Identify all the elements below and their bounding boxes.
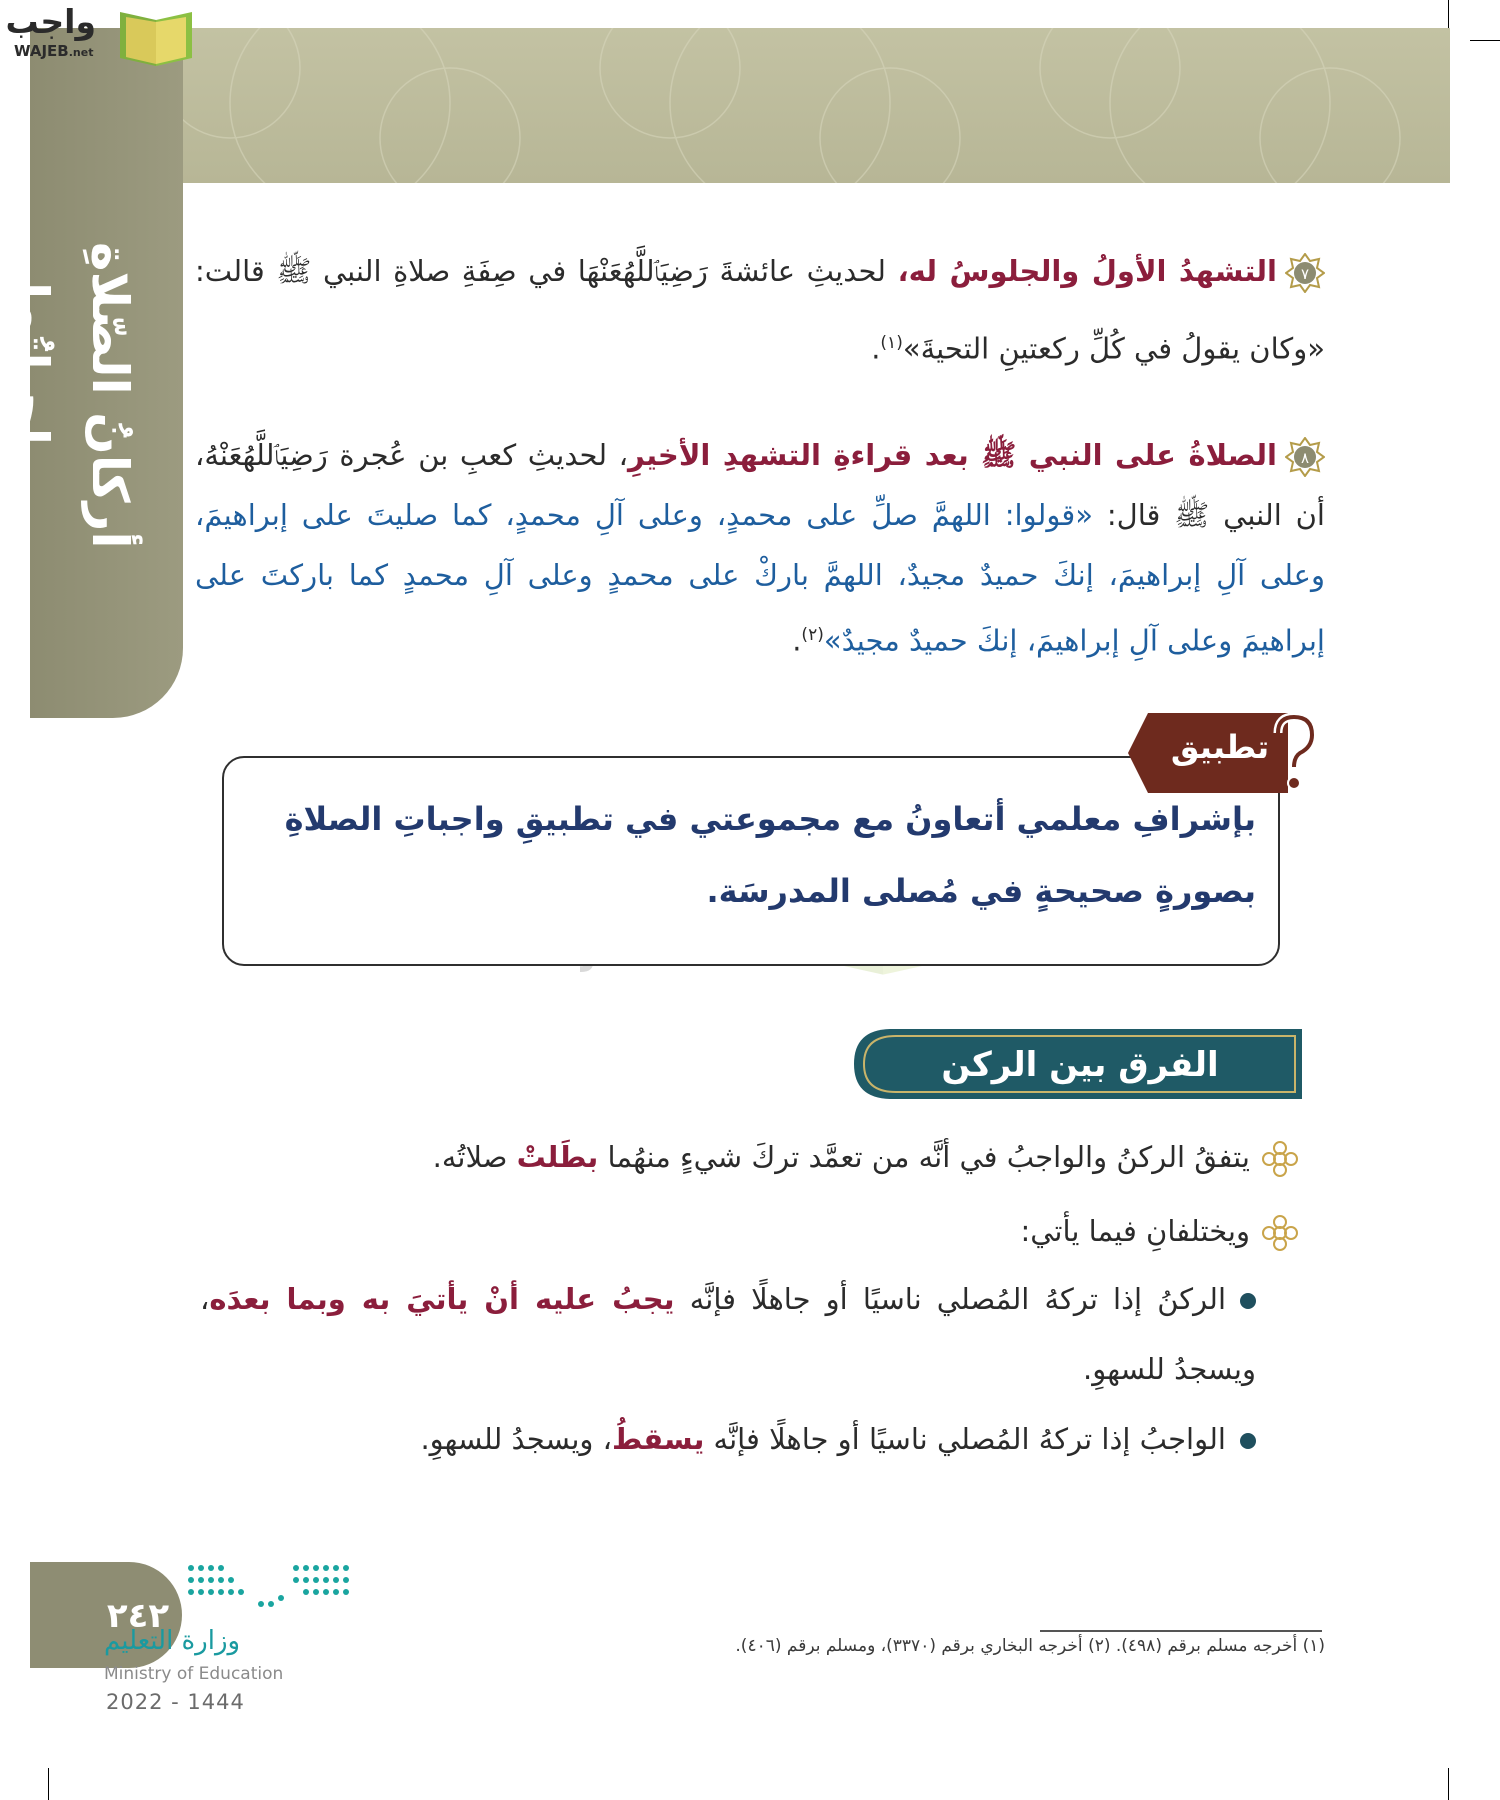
arabesque-pattern (30, 28, 1450, 183)
duty-line (420, 1404, 1256, 1474)
svg-text:٨: ٨ (1300, 449, 1310, 467)
agree-line (433, 1122, 1300, 1192)
site-logo[interactable] (5, 2, 188, 66)
pillar-text: الركنُ إذا تركهُ المُصلي ناسيًا أو جاهلًا فإنَّه (674, 1282, 1226, 1316)
ministry-dots-icon (186, 1560, 356, 1620)
svg-text:٧: ٧ (1300, 265, 1310, 283)
duty-end: ، ويسجدُ للسهوِ. (420, 1422, 613, 1456)
hadith-quote: «قولوا: اللهمَّ صلِّ على محمدٍ، وعلى آلِ محمدٍ، كما صليتَ على إبراهيمَ، وعلى آلِ إبراهيمَ، إنكَ حميدٌ مجيدٌ، اللهمَّ باركْ على محمدٍ وعلى آلِ محمدٍ كما باركتَ على إبراهيمَ وعلى آلِ إبراهيمَ، إنكَ حميدٌ مجيدٌ» (195, 498, 1325, 658)
bullet-dot-icon (1240, 1433, 1256, 1449)
duty-text: الواجبُ إذا تركهُ المُصلي ناسيًا أو جاهلًا فإنَّه (704, 1422, 1226, 1456)
application-text: بإشرافِ معلمي أتعاونُ مع مجموعتي في تطبيقِ واجباتِ الصلاةِ بصورةٍ صحيحةٍ في مُصلى المدرسَة. (284, 800, 1256, 910)
item-8-heading-rest: بعد قراءةِ التشهدِ الأخيرِ (628, 438, 982, 472)
agree-end: صلاتُه. (432, 1140, 517, 1174)
number-badge-icon (1285, 437, 1325, 477)
section-title: الفرق بين الركن والواجب (941, 1045, 1219, 1139)
ministry-arabic: وزارة التعليم (104, 1626, 241, 1656)
number-badge-icon (1285, 253, 1325, 293)
logo-english: WAJEB.net (14, 42, 94, 60)
application-box (222, 756, 1280, 966)
pillar-emphasis: يجبُ عليه أنْ يأتيَ به وبما بعدَه (209, 1282, 675, 1316)
item-7-text: لحديثِ عائشةَ رَضِيَٱللَّهُعَنْهَا في صِفَةِ صلاةِ النبي ﷺ قالت: «وكان يقولُ في كُلِّ ركعتينِ التحيةَ» (195, 254, 1325, 366)
edition-year: 2022 - 1444 (106, 1690, 245, 1714)
flower-bullet-icon (1260, 1213, 1300, 1253)
differ-text: ويختلفانِ فيما يأتي: (1020, 1214, 1250, 1248)
agree-text: يتفقُ الركنُ والواجبُ في أنَّه من تعمَّد تركَ شيءٍ منهُما (598, 1140, 1250, 1174)
pillar-end: ، ويسجدُ للسهوِ. (200, 1282, 1256, 1386)
duty-emphasis: يسقطُ (612, 1422, 705, 1456)
book-icon (116, 8, 196, 68)
crop-mark (1448, 1768, 1449, 1800)
footnote-ref-2: (٢) (801, 625, 824, 645)
item-7 (195, 235, 1325, 385)
differ-line (1020, 1196, 1300, 1266)
bullet-dot-icon (1240, 1293, 1256, 1309)
chapter-title: أركانُ الصّلاةِ وواجباتُها (1, 241, 139, 549)
ministry-logo (104, 1560, 364, 1714)
agree-emphasis: بطَلتْ (516, 1140, 599, 1174)
crop-mark (48, 1768, 49, 1800)
item-8-heading: الصلاةُ على النبي ﷺ (981, 438, 1277, 472)
page-number: ٢٤٢ (106, 1596, 170, 1636)
item-7-heading: التشهدُ الأولُ والجلوسُ له، (897, 254, 1278, 288)
logo-arabic: واجب (5, 2, 96, 41)
crop-mark (1448, 0, 1449, 30)
crop-mark (1470, 40, 1500, 41)
application-label: تطبيق (1170, 728, 1270, 766)
footnote-divider (1040, 1630, 1322, 1632)
flower-bullet-icon (1260, 1139, 1300, 1179)
item-8-end: . (792, 623, 802, 658)
header-band (30, 28, 1450, 183)
ministry-english: Ministry of Education (104, 1664, 284, 1684)
item-7-end: . (871, 331, 881, 366)
item-7-paragraph (195, 235, 1325, 385)
item-8 (195, 425, 1325, 671)
footnote-ref-1: (١) (880, 333, 903, 353)
footnotes: (١) أخرجه مسلم برقم (٤٩٨). (٢) أخرجه البخاري برقم (٣٣٧٠)، ومسلم برقم (٤٠٦). (735, 1636, 1325, 1656)
item-8-paragraph (195, 425, 1325, 671)
item-8-text: ، لحديثِ كعبِ بن عُجرة رَضِيَٱللَّهُعَنْهُ، أن النبي ﷺ قال: (195, 438, 1325, 532)
pillar-line (200, 1264, 1256, 1404)
